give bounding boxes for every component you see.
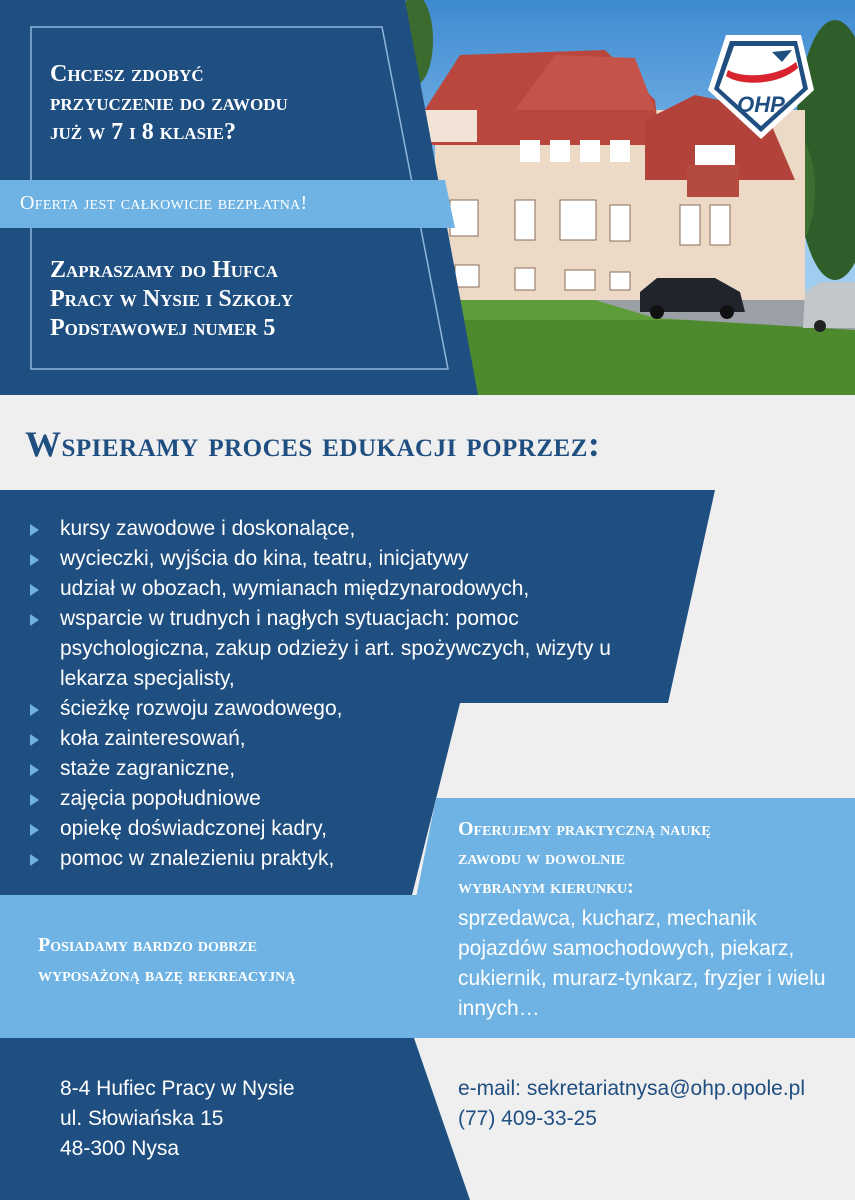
logo-text: OHP — [737, 92, 785, 117]
list-item: wsparcie w trudnych i nagłych sytuacjach: pomoc psychologiczna, zakup odzieży i art. spożywczych, wizyty u lekarza specjalisty, — [30, 604, 620, 694]
list-item: kursy zawodowe i doskonalące, — [30, 514, 630, 544]
list-item: wycieczki, wyjścia do kina, teatru, inicjatywy — [30, 544, 630, 574]
offer-title-line: Oferujemy praktyczną naukę — [458, 818, 711, 840]
bullet-triangle-icon — [30, 764, 39, 776]
bullet-triangle-icon — [30, 704, 39, 716]
address-block — [60, 1074, 295, 1164]
address-line: 8-4 Hufiec Pracy w Nysie — [60, 1077, 295, 1100]
phone-number[interactable]: (77) 409-33-25 — [458, 1107, 597, 1130]
bullet-triangle-icon — [30, 854, 39, 866]
ohp-logo — [706, 32, 816, 142]
recreation-line: Posiadamy bardzo dobrze — [38, 934, 258, 956]
bullet-triangle-icon — [30, 614, 39, 626]
list-item: zajęcia popołudniowe — [30, 784, 630, 814]
list-item: koła zainteresowań, — [30, 724, 630, 754]
bullet-triangle-icon — [30, 794, 39, 806]
headline-question — [50, 60, 410, 147]
list-item: udział w obozach, wymianach międzynarodowych, — [30, 574, 630, 604]
email-link[interactable]: e-mail: sekretariatnysa@ohp.opole.pl — [458, 1077, 805, 1100]
bullet-triangle-icon — [30, 734, 39, 746]
headline-invitation-line: Pracy w Nysie i Szkoły — [50, 286, 294, 312]
bullet-triangle-icon — [30, 554, 39, 566]
bullet-triangle-icon — [30, 524, 39, 536]
headline-question-line: już w 7 i 8 klasie? — [50, 119, 236, 145]
list-item: opiekę doświadczonej kadry, — [30, 814, 630, 844]
section-title: Wspieramy proces edukacji poprzez: — [25, 424, 601, 464]
offer-professions: sprzedawca, kucharz, mechanik pojazdów samochodowych, piekarz, cukiernik, murarz-tynkarz, fryzjer i wielu innych… — [458, 907, 826, 1020]
headline-invitation — [50, 256, 410, 343]
bullet-triangle-icon — [30, 824, 39, 836]
address-line: ul. Słowiańska 15 — [60, 1107, 224, 1130]
offer-title-line: zawodu w dowolnie — [458, 847, 626, 869]
headline-invitation-line: Podstawowej numer 5 — [50, 315, 276, 341]
list-item: ścieżkę rozwoju zawodowego, — [30, 694, 630, 724]
list-item: pomoc w znalezieniu praktyk, — [30, 844, 630, 874]
bullet-triangle-icon — [30, 584, 39, 596]
offer-title — [458, 815, 838, 902]
recreation-line: wyposażoną bazę rekreacyjną — [38, 964, 296, 986]
headline-question-line: przyuczenie do zawodu — [50, 90, 288, 116]
headline-question-line: Chcesz zdobyć — [50, 61, 204, 87]
offer-title-line: wybranym kierunku: — [458, 876, 634, 898]
free-offer-text: Oferta jest całkowicie bezpłatna! — [20, 192, 308, 214]
recreation-text — [38, 930, 418, 990]
contact-block — [458, 1074, 805, 1134]
headline-invitation-line: Zapraszamy do Hufca — [50, 257, 278, 283]
list-item: staże zagraniczne, — [30, 754, 630, 784]
address-line: 48-300 Nysa — [60, 1137, 180, 1160]
